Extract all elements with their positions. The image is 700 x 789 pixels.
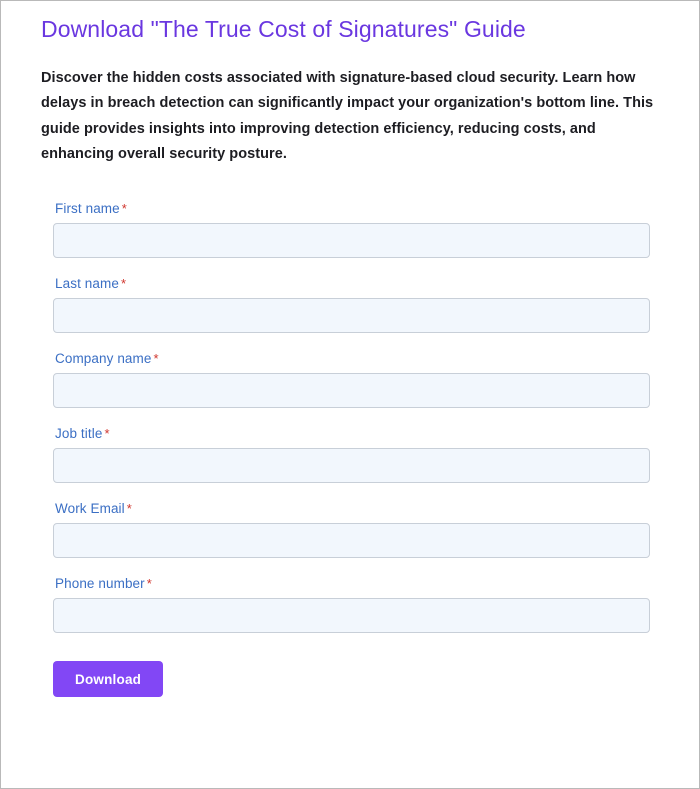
last-name-input[interactable] <box>53 298 650 333</box>
page-title: Download "The True Cost of Signatures" Guide <box>41 16 526 42</box>
company-name-label <box>55 351 647 366</box>
work-email-label-text: Work Email <box>55 501 125 517</box>
field-work-email <box>53 501 647 558</box>
submit-row <box>53 661 647 697</box>
job-title-label <box>55 426 647 441</box>
company-name-input[interactable] <box>53 373 650 408</box>
phone-number-label <box>55 576 647 591</box>
download-button[interactable]: Download <box>53 661 163 697</box>
form-container <box>1 1 699 697</box>
job-title-input[interactable] <box>53 448 650 483</box>
first-name-label <box>55 201 647 216</box>
required-marker: * <box>120 276 127 292</box>
required-marker: * <box>121 201 127 217</box>
last-name-label <box>55 276 647 291</box>
phone-number-label-text: Phone number <box>55 576 145 592</box>
first-name-label-text: First name <box>55 201 120 217</box>
phone-number-input[interactable] <box>53 598 650 633</box>
work-email-label <box>55 501 647 516</box>
required-marker: * <box>146 576 152 592</box>
job-title-label-text: Job title <box>55 426 103 442</box>
required-marker: * <box>126 501 132 517</box>
form-description: Discover the hidden costs associated with signature-based cloud security. Learn how delays in breach detection can significantly impact your organization's bottom line. This guide provides insights into improving detection efficiency, reducing costs, and enhancing overall security posture. <box>41 69 654 162</box>
field-phone-number <box>53 576 647 633</box>
company-name-label-text: Company name <box>55 351 152 367</box>
field-last-name <box>53 276 647 333</box>
required-marker: * <box>153 351 159 367</box>
first-name-input[interactable] <box>53 223 650 258</box>
field-company-name <box>53 351 647 408</box>
form-fields <box>41 201 659 697</box>
field-first-name <box>53 201 647 258</box>
work-email-input[interactable] <box>53 523 650 558</box>
last-name-label-text: Last name <box>55 276 119 292</box>
required-marker: * <box>104 426 110 442</box>
field-job-title <box>53 426 647 483</box>
